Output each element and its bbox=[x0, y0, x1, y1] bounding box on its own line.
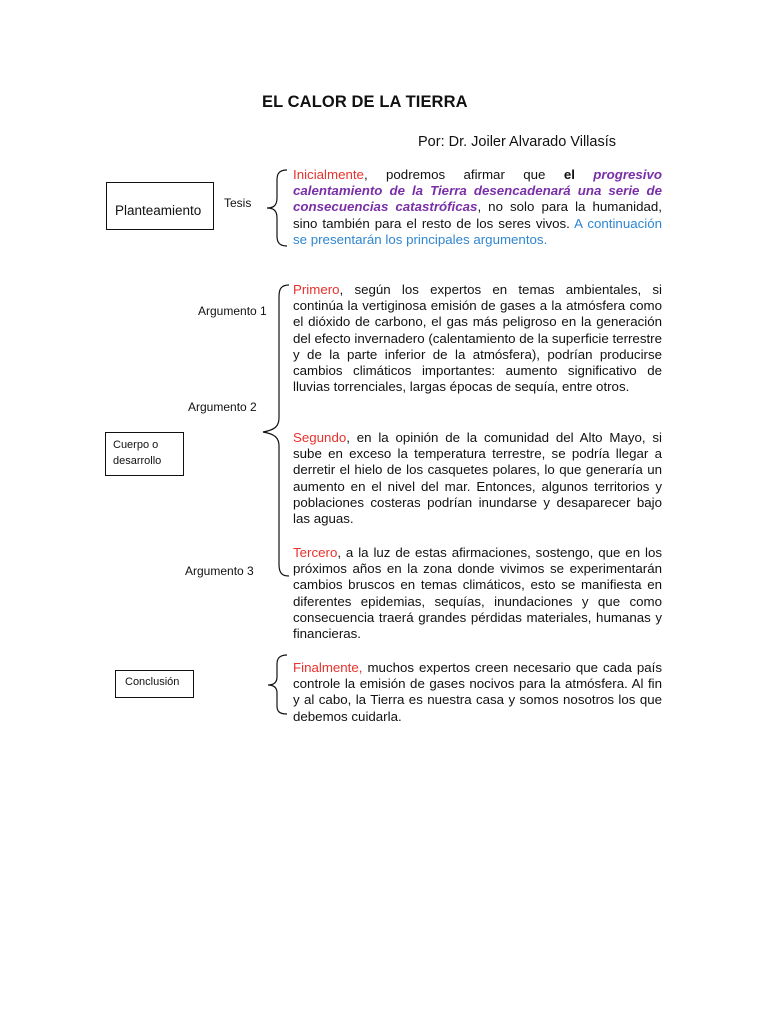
argument-1-text: , según los expertos en temas ambientales, si continúa la vertiginosa emisión de gases a la atmósfera como el dióxido de carbono, el gas más peligroso en la generación del efecto invernadero (calentamiento de la superficie terrestre y de la parte inferior de la atmósfera), podrían producirse cambios climáticos importantes: aumento significativo de lluvias torrenciales, largas épocas de sequía, entre otros. bbox=[293, 282, 662, 395]
argument-2-paragraph bbox=[293, 430, 662, 527]
argument-3-paragraph bbox=[293, 545, 662, 642]
conclusion-lead: Finalmente, bbox=[293, 660, 363, 675]
tesis-text-1: , podremos afirmar que bbox=[363, 167, 564, 182]
conclusion-label: Conclusión bbox=[125, 676, 180, 688]
argument-2-lead: Segundo bbox=[293, 430, 347, 445]
author-line: Por: Dr. Joiler Alvarado Villasís bbox=[418, 134, 616, 150]
planteamiento-label: Planteamiento bbox=[115, 203, 202, 218]
argument-2-text: , en la opinión de la comunidad del Alto Mayo, si sube en exceso la temperatura terrestre, se podría llegar a derretir el hielo de los casquetes polares, lo que generaría un aumento en el nivel del mar. Entonces, algunos territorios y poblaciones costeras podrían inundarse y desaparecer bajo las aguas. bbox=[293, 430, 662, 527]
argument-1-lead: Primero bbox=[293, 282, 340, 297]
tesis-lead: Inicialmente bbox=[293, 167, 364, 182]
tesis-transition: A continuación se presentarán los principales argumentos. bbox=[293, 215, 662, 247]
argument-3-text: , a la luz de estas afirmaciones, sostengo, que en los próximos años en la zona donde vivimos se experimentarán cambios bruscos en temas climáticos, esto se manifiesta en diferentes epidemias, sequías, inundaciones y que como consecuencia traerá grandes pérdidas materiales, humanas y financieras. bbox=[293, 545, 662, 642]
cuerpo-label: Cuerpo o desarrollo bbox=[113, 439, 162, 467]
conclusion-paragraph bbox=[293, 660, 662, 725]
tesis-paragraph bbox=[293, 167, 662, 248]
tesis-brace bbox=[267, 170, 287, 246]
argument-2-label: Argumento 2 bbox=[188, 400, 257, 414]
argument-3-lead: Tercero bbox=[293, 545, 338, 560]
argument-1-paragraph bbox=[293, 282, 662, 395]
tesis-text-2: , no solo para la humanidad, sino también para el resto de los seres vivos. bbox=[293, 199, 662, 231]
argument-1-label: Argumento 1 bbox=[198, 304, 267, 318]
argument-3-label: Argumento 3 bbox=[185, 564, 254, 578]
tesis-emphasis: progresivo calentamiento de la Tierra desencadenará una serie de consecuencias catastróficas bbox=[293, 167, 662, 215]
document-title: EL CALOR DE LA TIERRA bbox=[262, 93, 468, 111]
conclusion-brace bbox=[268, 655, 287, 714]
tesis-bold: el bbox=[563, 167, 575, 182]
cuerpo-brace bbox=[263, 285, 289, 576]
tesis-label: Tesis bbox=[224, 196, 252, 210]
conclusion-text: muchos expertos creen necesario que cada país controle la emisión de gases nocivos para la atmósfera. Al fin y al cabo, la Tierra es nuestra casa y somos nosotros los que debemos cuidarla. bbox=[293, 660, 662, 724]
